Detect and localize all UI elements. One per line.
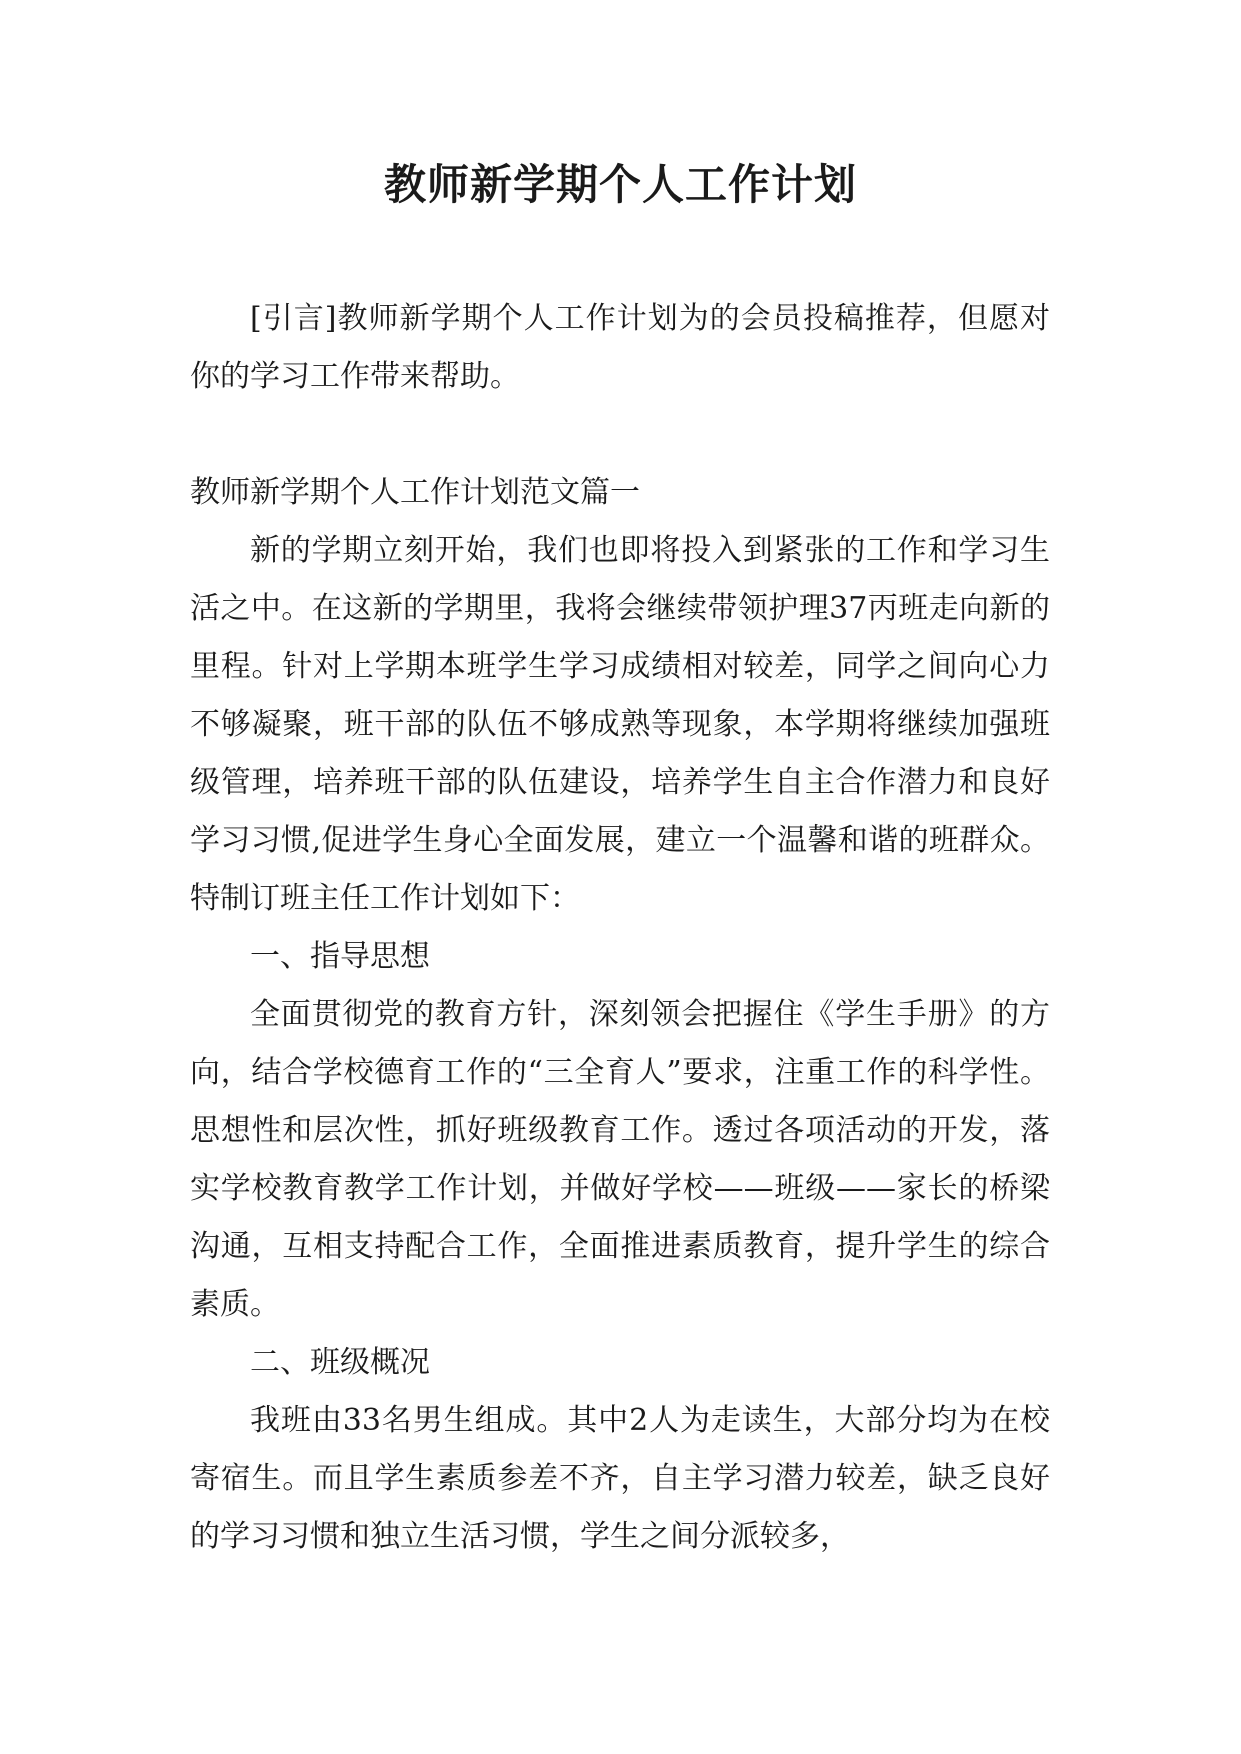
paragraph-guiding-ideology: 全面贯彻党的教育方针，深刻领会把握住《学生手册》的方向，结合学校德育工作的“三全育人”要求，注重工作的科学性。思想性和层次性，抓好班级教育工作。透过各项活动的开发，落实学校教育教学工作计划，并做好学校——班级——家长的桥梁沟通，互相支持配合工作，全面推进素质教育，提升学生的综合素质。 bbox=[190, 997, 1050, 1322]
intro-paragraph: [引言]教师新学期个人工作计划为的会员投稿推荐，但愿对你的学习工作带来帮助。 bbox=[190, 301, 1050, 394]
heading-guiding-ideology: 一、指导思想 bbox=[250, 939, 430, 974]
paragraph-opening: 新的学期立刻开始，我们也即将投入到紧张的工作和学习生活之中。在这新的学期里，我将会继续带领护理37丙班走向新的里程。针对上学期本班学生学习成绩相对较差，同学之间向心力不够凝聚，班干部的队伍不够成熟等现象，本学期将继续加强班级管理，培养班干部的队伍建设，培养学生自主合作潜力和良好学习习惯,促进学生身心全面发展，建立一个温馨和谐的班群众。特制订班主任工作计划如下： bbox=[190, 533, 1050, 916]
document-body bbox=[190, 290, 1050, 1566]
document-title: 教师新学期个人工作计划 bbox=[383, 160, 857, 209]
heading-class-overview: 二、班级概况 bbox=[250, 1345, 430, 1380]
paragraph-class-overview: 我班由33名男生组成。其中2人为走读生，大部分均为在校寄宿生。而且学生素质参差不齐，自主学习潜力较差，缺乏良好的学习习惯和独立生活习惯，学生之间分派较多， bbox=[190, 1403, 1050, 1554]
section-subtitle: 教师新学期个人工作计划范文篇一 bbox=[190, 475, 640, 510]
